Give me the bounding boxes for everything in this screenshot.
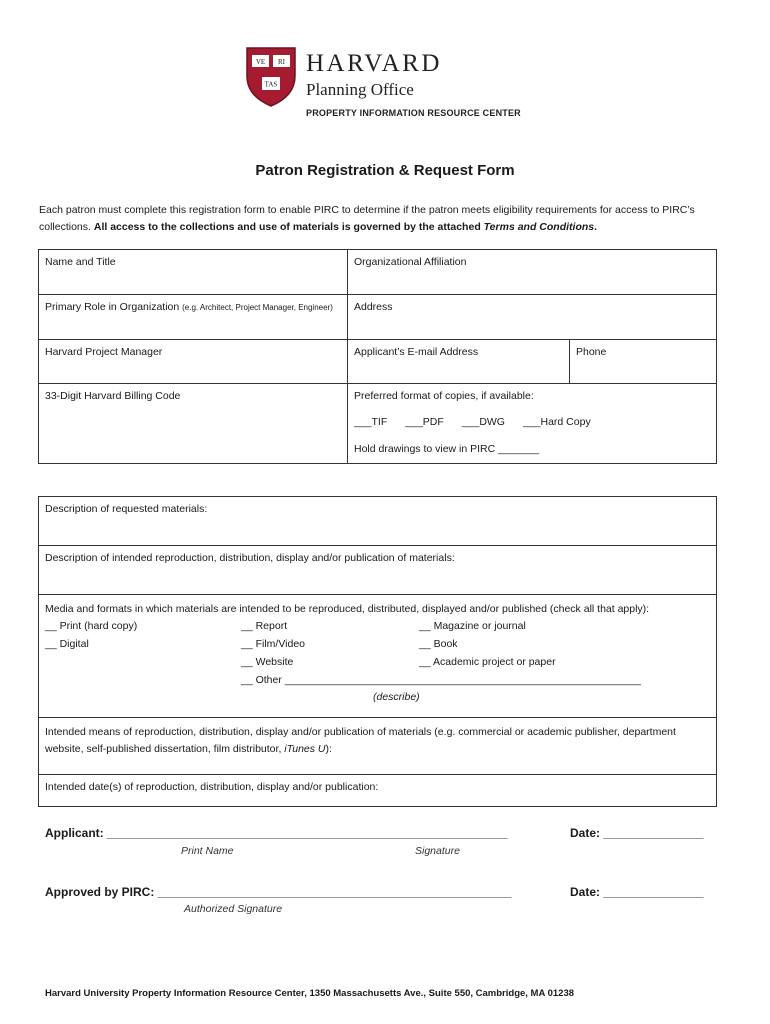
project-manager-field[interactable] xyxy=(39,340,348,384)
shield-text-ve: VE xyxy=(255,58,266,66)
format-tif-option[interactable]: ___TIF xyxy=(354,416,388,428)
address-field[interactable] xyxy=(348,295,717,340)
request-table xyxy=(38,496,717,807)
preferred-format-label: Preferred format of copies, if available: xyxy=(354,390,534,402)
pirc-date-line[interactable]: Date: _______________ xyxy=(570,885,704,899)
print-name-label: Print Name xyxy=(181,845,234,857)
name-title-label: Name and Title xyxy=(45,256,116,268)
format-hardcopy-option[interactable]: ___Hard Copy xyxy=(522,416,591,428)
format-pdf-option[interactable]: ___PDF xyxy=(405,416,444,428)
applicant-date-line[interactable]: Date: _______________ xyxy=(570,826,704,840)
email-field[interactable] xyxy=(348,340,570,384)
media-formats-label: Media and formats in which materials are intended to be reproduced, distributed, displayed and/or published (check all that apply): xyxy=(45,603,650,615)
org-affiliation-label: Organizational Affiliation xyxy=(354,256,467,268)
media-book-option[interactable]: __ Book xyxy=(419,638,458,650)
form-title: Patron Registration & Request Form xyxy=(255,162,515,179)
media-academic-option[interactable]: __ Academic project or paper xyxy=(419,656,556,668)
project-manager-label: Harvard Project Manager xyxy=(45,346,163,358)
harvard-shield-logo xyxy=(245,46,297,108)
media-other-option[interactable]: __ Other _____________________________________________________________ xyxy=(241,674,641,686)
signature-label: Signature xyxy=(415,845,460,857)
intended-dates-label: Intended date(s) of reproduction, distribution, display and/or publication: xyxy=(45,781,379,793)
name-title-field[interactable] xyxy=(39,250,348,295)
phone-label: Phone xyxy=(576,346,607,358)
intended-reproduction-field[interactable] xyxy=(39,546,717,595)
media-print-option[interactable]: __ Print (hard copy) xyxy=(45,620,138,632)
media-describe-label: (describe) xyxy=(373,691,420,703)
requested-materials-field[interactable] xyxy=(39,497,717,546)
intended-dates-field[interactable] xyxy=(39,775,717,807)
intended-reproduction-label: Description of intended reproduction, distribution, display and/or publication of materials: xyxy=(45,552,455,564)
primary-role-label: Primary Role in Organization xyxy=(45,301,180,313)
phone-field[interactable] xyxy=(570,340,717,384)
org-affiliation-field[interactable] xyxy=(348,250,717,295)
itunes-u-text: iTunes U xyxy=(284,743,326,755)
applicant-signature-line[interactable]: Applicant: ____________________________________________________________ xyxy=(45,826,508,840)
center-name: PROPERTY INFORMATION RESOURCE CENTER xyxy=(306,108,521,118)
intended-means-field[interactable]: Intended means of reproduction, distribution, display and/or publication of materials (e.g. commercial or academic publisher, department website, self-published dissertation, film distributor, iTunes U): xyxy=(39,718,717,775)
shield-text-ri: RI xyxy=(278,58,285,66)
shield-text-tas: TAS xyxy=(264,80,278,89)
media-film-option[interactable]: __ Film/Video xyxy=(241,638,306,650)
media-website-option[interactable]: __ Website xyxy=(241,656,294,668)
media-options xyxy=(45,618,710,703)
requested-materials-label: Description of requested materials: xyxy=(45,503,208,515)
billing-code-label: 33-Digit Harvard Billing Code xyxy=(45,390,181,402)
org-name: HARVARD xyxy=(306,50,442,77)
primary-role-field[interactable] xyxy=(39,295,348,340)
terms-link[interactable]: Terms and Conditions xyxy=(483,221,595,233)
intended-means-label: Intended means of reproduction, distribution, display and/or publication of materials (e.g. commercial or academic publisher, department website, self-published dissertation, film distributor, xyxy=(45,726,676,755)
primary-role-hint: (e.g. Architect, Project Manager, Engineer) xyxy=(182,303,333,312)
authorized-signature-label: Authorized Signature xyxy=(184,903,283,915)
billing-code-field[interactable] xyxy=(39,384,348,464)
media-formats-cell xyxy=(39,595,717,718)
department-name: Planning Office xyxy=(306,80,414,99)
email-label: Applicant’s E-mail Address xyxy=(354,346,479,358)
hold-drawings-field[interactable]: Hold drawings to view in PIRC _______ xyxy=(354,443,540,455)
intro-paragraph: Each patron must complete this registration form to enable PIRC to determine if the patron meets eligibility requirements for access to PIRC’s collections. All access to the collections and use of materials is governed by the attached Terms and Conditions. xyxy=(39,204,695,233)
preferred-format-cell xyxy=(348,384,717,464)
intro-text: Each patron must complete this registration form to enable PIRC to determine if the patron meets eligibility requirements for access to PIRC’s collections. xyxy=(39,204,695,233)
registration-table xyxy=(38,249,717,464)
intro-bold-text: All access to the collections and use of materials is governed by the attached xyxy=(93,221,484,233)
media-digital-option[interactable]: __ Digital xyxy=(45,638,89,650)
format-dwg-option[interactable]: ___DWG xyxy=(461,416,505,428)
media-report-option[interactable]: __ Report xyxy=(241,620,288,632)
address-label: Address xyxy=(354,301,393,313)
pirc-approval-line[interactable]: Approved by PIRC: _____________________________________________________ xyxy=(45,885,512,899)
media-magazine-option[interactable]: __ Magazine or journal xyxy=(419,620,526,632)
footer-address: Harvard University Property Information Resource Center, 1350 Massachusetts Ave., Suite 550, Cambridge, MA 01238 xyxy=(45,988,575,999)
format-options xyxy=(354,416,710,428)
